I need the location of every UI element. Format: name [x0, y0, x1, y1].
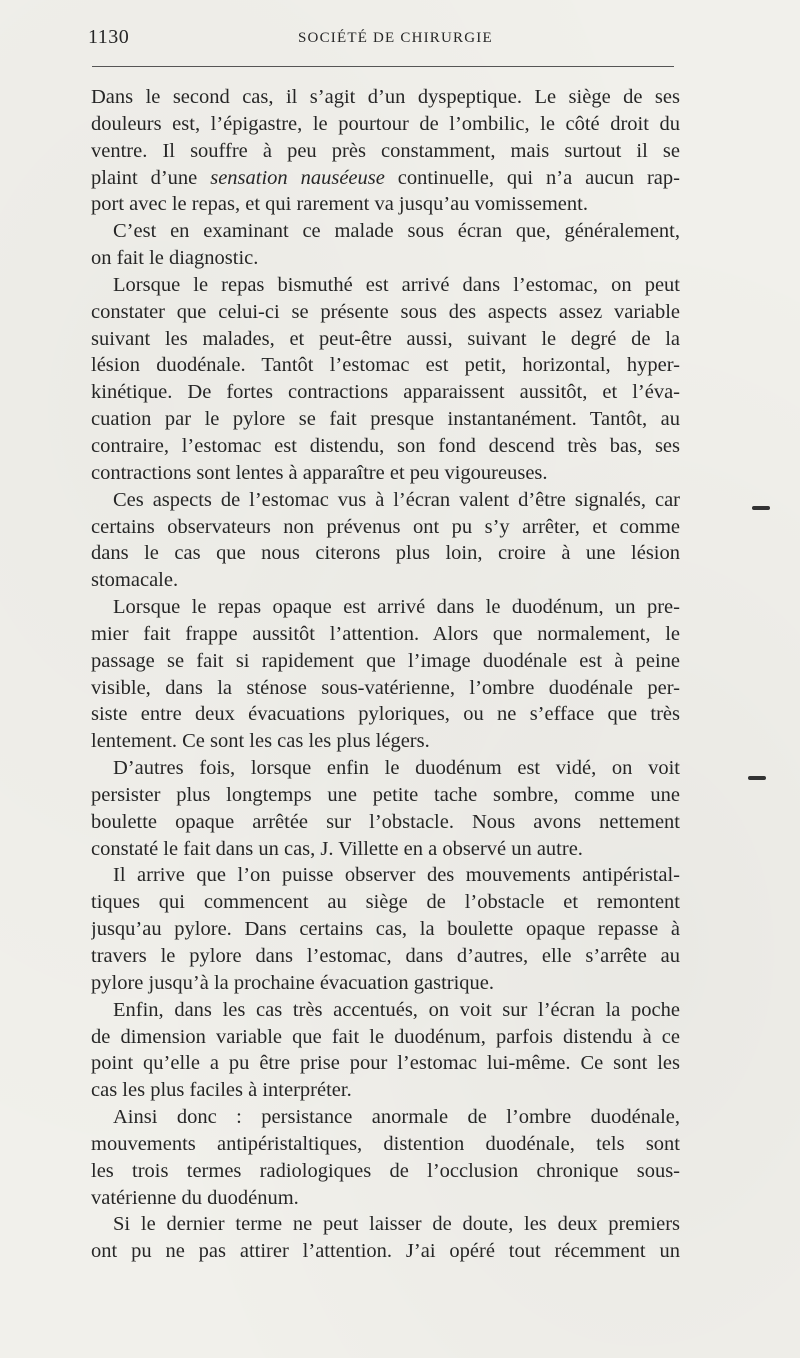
- text-line: de dimension variable que fait le duodénum, parfois distendu à ce: [91, 1025, 680, 1048]
- text-line: Lorsque le repas opaque est arrivé dans le duodénum, un pre-: [113, 596, 680, 619]
- text-line: on fait le diagnostic.: [91, 247, 259, 270]
- running-head: SOCIÉTÉ DE CHIRURGIE: [298, 30, 493, 46]
- text-line: suivant les malades, et peut-être aussi, suivant le degré de la: [91, 327, 680, 350]
- text-line: plaint d’une sensation nauséeuse continuelle, qui n’a aucun rap-: [91, 166, 680, 189]
- emphasis: sensation nauséeuse: [210, 166, 385, 189]
- text-line: siste entre deux évacuations pyloriques, ou ne s’efface que très: [91, 703, 680, 726]
- text-line: tiques qui commencent au siège de l’obstacle et remontent: [91, 891, 680, 914]
- page-number: 1130: [88, 26, 130, 48]
- margin-mark: [748, 776, 766, 780]
- text-line: persister plus longtemps une petite tache sombre, comme une: [91, 783, 680, 806]
- text-line: les trois termes radiologiques de l’occlusion chronique sous-: [91, 1159, 680, 1182]
- text-line: lésion duodénale. Tantôt l’estomac est petit, horizontal, hyper-: [91, 354, 680, 377]
- text-line: contraire, l’estomac est distendu, son fond descend très bas, ses: [91, 434, 680, 457]
- text-line: ventre. Il souffre à peu près constamment, mais surtout il se: [91, 139, 680, 162]
- header-rule: [92, 66, 674, 67]
- text-line: Si le dernier terme ne peut laisser de doute, les deux premiers: [113, 1213, 680, 1236]
- text-line: point qu’elle a pu être prise pour l’estomac lui-même. Ce sont les: [91, 1052, 680, 1075]
- text-line: stomacale.: [91, 569, 179, 592]
- text-line: vatérienne du duodénum.: [91, 1186, 299, 1209]
- text-line: cas les plus faciles à interpréter.: [91, 1079, 352, 1102]
- text-line: pylore jusqu’à la prochaine évacuation gastrique.: [91, 971, 495, 994]
- text-line: constater que celui-ci se présente sous des aspects assez variable: [91, 300, 680, 323]
- text-line: D’autres fois, lorsque enfin le duodénum est vidé, on voit: [113, 757, 680, 780]
- text-line: Dans le second cas, il s’agit d’un dyspeptique. Le siège de ses: [91, 86, 680, 108]
- text-line: mouvements antipéristaltiques, distention duodénale, tels sont: [91, 1132, 680, 1155]
- text-line: mier fait frappe aussitôt l’attention. Alors que normalement, le: [91, 622, 680, 645]
- text-line: port avec le repas, et qui rarement va jusqu’au vomissement.: [91, 193, 588, 216]
- text-line: lentement. Ce sont les cas les plus légers.: [91, 730, 430, 753]
- text-line: douleurs est, l’épigastre, le pourtour de l’ombilic, le côté droit du: [91, 112, 680, 135]
- text-line: ont pu ne pas attirer l’attention. J’ai opéré tout récemment un: [91, 1240, 680, 1263]
- page-header: [88, 22, 680, 52]
- text-line: boulette opaque arrêtée sur l’obstacle. Nous avons nettement: [91, 810, 680, 833]
- text-line: travers le pylore dans l’estomac, dans d’autres, elle s’arrête au: [91, 945, 680, 967]
- text-line: constaté le fait dans un cas, J. Villette en a observé un autre.: [91, 837, 583, 860]
- text-line: Ainsi donc : persistance anormale de l’ombre duodénale,: [113, 1106, 680, 1129]
- text-line: certains observateurs non prévenus ont pu s’y arrêter, et comme: [91, 515, 680, 538]
- margin-mark: [752, 506, 770, 510]
- text-line: dans le cas que nous citerons plus loin, croire à une lésion: [91, 542, 680, 565]
- text-line: Il arrive que l’on puisse observer des mouvements antipéristal-: [113, 864, 680, 887]
- text-line: jusqu’au pylore. Dans certains cas, la boulette opaque repasse à: [91, 918, 680, 941]
- text-line: Enfin, dans les cas très accentués, on voit sur l’écran la poche: [113, 998, 680, 1021]
- text-line: kinétique. De fortes contractions apparaissent aussitôt, et l’éva-: [91, 381, 680, 404]
- text-line: cuation par le pylore se fait presque instantanément. Tantôt, au: [91, 408, 680, 431]
- text-line: passage se fait si rapidement que l’image duodénale est à peine: [91, 649, 680, 672]
- text-line: visible, dans la sténose sous-vatérienne, l’ombre duodénale per-: [91, 676, 680, 699]
- text-line: Lorsque le repas bismuthé est arrivé dans l’estomac, on peut: [113, 273, 680, 296]
- text-line: C’est en examinant ce malade sous écran que, généralement,: [113, 220, 680, 243]
- text-line: contractions sont lentes à apparaître et peu vigoureuses.: [91, 461, 548, 484]
- text-line: Ces aspects de l’estomac vus à l’écran valent d’être signalés, car: [113, 488, 680, 511]
- body-text: [91, 84, 680, 1265]
